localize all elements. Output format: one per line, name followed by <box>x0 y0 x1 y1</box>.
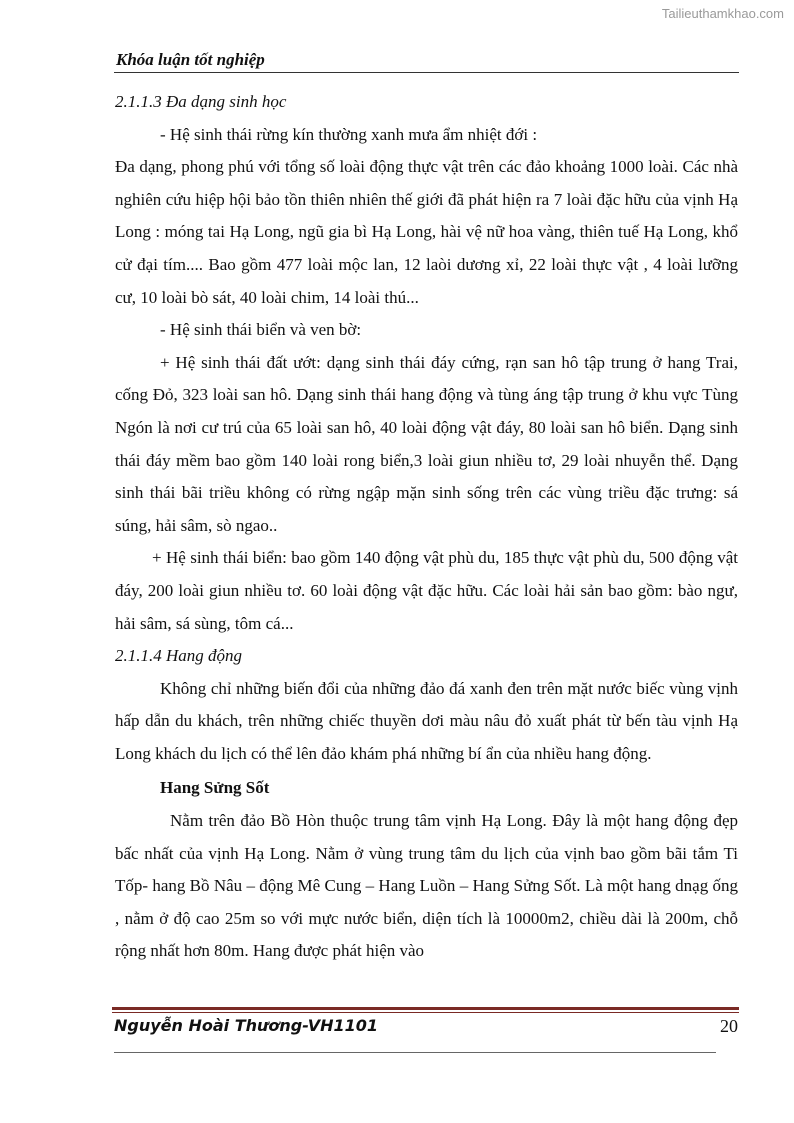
watermark-text: Tailieuthamkhao.com <box>661 6 784 21</box>
footer-rule-thick <box>112 1007 739 1010</box>
header-rule <box>114 72 739 73</box>
footer-bottom-rule <box>114 1052 716 1053</box>
paragraph-forest-ecosystem: - Hệ sinh thái rừng kín thường xanh mưa ẩm nhiệt đới : <box>160 124 538 144</box>
section-heading-2113: 2.1.1.3 Đa dạng sinh học <box>115 92 287 111</box>
footer-rule-thin <box>112 1012 739 1013</box>
paragraph-biodiversity: Đa dạng, phong phú với tổng số loài động thực vật trên các đảo khoảng 1000 loài. Các nhà nghiên cứu hiệp hội bảo tồn thiên nhiên thế giới đã phát hiện ra 7 loài đặc hữu của vịnh Hạ Long : móng tai Hạ Long, ngũ gia bì Hạ Long, hài vệ nữ hoa vàng, thiên tuế Hạ Long, khổ cử đại tím.... Bao gồm 477 loài mộc lan, 12 laòi dương xỉ, 22 loài thực vật , 4 loài lưỡng cư, 10 loài bò sát, 40 loài chim, 14 loài thú... <box>115 157 738 307</box>
subheading-hang-sung-sot: Hang Sửng Sốt <box>160 778 270 798</box>
paragraph-wetland-ecosystem: + Hệ sinh thái đất ướt: dạng sinh thái đáy cứng, rạn san hô tập trung ở hang Trai, cống Đỏ, 323 loài san hô. Dạng sinh thái hang động và tùng áng tập trung ở khu vực Tùng Ngón là nơi cư trú của 65 loài san hô, 40 loài động vật đáy, 80 loài san hô biển. Dạng sinh thái đáy mềm bao gồm 140 loài rong biển,3 loài giun nhiều tơ, 29 loài nhuyễn thể. Dạng sinh thái bãi triều không có rừng ngập mặn sinh sống trên các vùng triều đặc trưng: sá súng, hải sâm, sò ngao.. <box>115 352 738 535</box>
paragraph-caves-intro: Không chỉ những biến đổi của những đảo đá xanh đen trên mặt nước biếc vùng vịnh hấp dẫn du khách, trên những chiếc thuyền dơi màu nâu đỏ xuất phát từ bến tàu vịnh Hạ Long khách du lịch có thể lên đảo khám phá những bí ẩn của nhiều hang động. <box>115 678 738 763</box>
page-content <box>115 86 738 968</box>
header-title: Khóa luận tốt nghiệp <box>116 50 265 69</box>
page-number: 20 <box>720 1016 738 1036</box>
footer-author: Nguyễn Hoài Thương-VH1101 <box>114 1016 379 1035</box>
paragraph-marine-ecosystem: - Hệ sinh thái biển và ven bờ: <box>160 320 362 340</box>
paragraph-hang-sung-sot: Nằm trên đảo Bồ Hòn thuộc trung tâm vịnh Hạ Long. Đây là một hang động đẹp bấc nhất của vịnh Hạ Long. Nằm ở vùng trung tâm du lịch của vịnh bao gồm bãi tắm Ti Tốp- hang Bồ Nâu – động Mê Cung – Hang Luồn – Hang Sửng Sốt. Là một hang dnạg ống , nằm ở độ cao 25m so với mực nước biển, diện tích là 10000m2, chiều dài là 200m, chỗ rộng nhất hơn 80m. Hang được phát hiện vào <box>115 811 738 961</box>
section-heading-2114: 2.1.1.4 Hang động <box>115 646 243 666</box>
paragraph-sea-ecosystem: + Hệ sinh thái biển: bao gồm 140 động vật phù du, 185 thực vật phù du, 500 động vật đáy, 200 loài giun nhiều tơ. 60 loài động vật đặc hữu. Các loài hải sản bao gồm: bào ngư, hải sâm, sá sùng, tôm cá... <box>115 548 738 633</box>
